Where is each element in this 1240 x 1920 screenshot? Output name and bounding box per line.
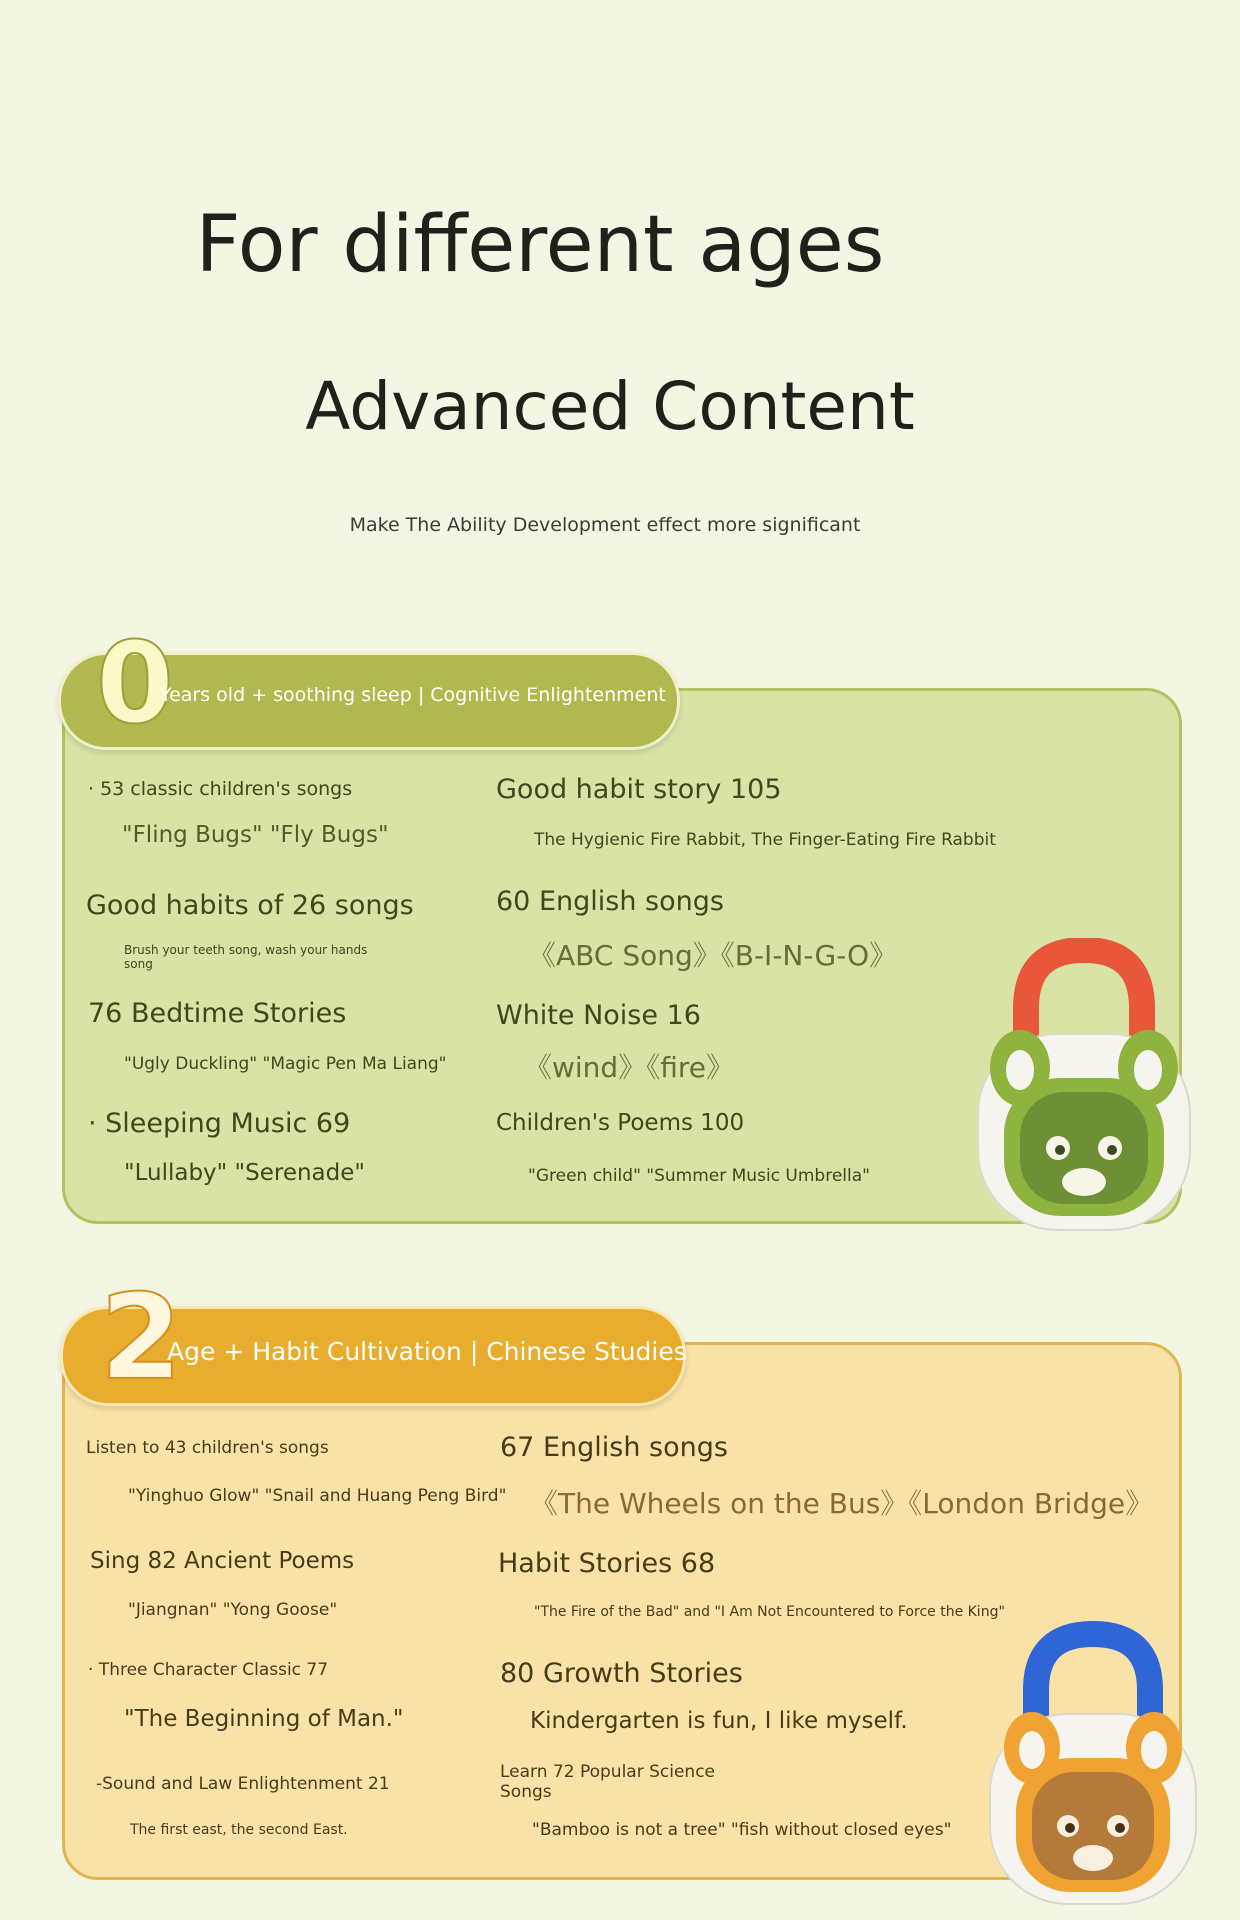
section-2-item-b-heading: Sing 82 Ancient Poems [90,1548,355,1574]
section-2-item-c-heading: · Three Character Classic 77 [88,1660,329,1680]
section-0-age-number: 0 [96,619,174,749]
section-0-item-c-heading: 76 Bedtime Stories [88,998,347,1029]
section-0-header-text: Years old + soothing sleep | Cognitive Enlightenment [160,684,666,706]
section-0-item-f-heading: 60 English songs [496,886,724,917]
section-2-item-a-sub: "Yinghuo Glow" "Snail and Huang Peng Bird" [128,1486,507,1506]
section-0-item-d-sub: "Lullaby" "Serenade" [124,1160,365,1186]
section-0-item-d-heading: · Sleeping Music 69 [88,1108,351,1139]
section-2-age-number: 2 [100,1268,183,1406]
section-2-item-f-sub: "The Fire of the Bad" and "I Am Not Encountered to Force the King" [534,1604,1005,1620]
section-0-item-h-heading: Children's Poems 100 [496,1110,745,1136]
section-0-item-e-sub: The Hygienic Fire Rabbit, The Finger-Eating Fire Rabbit [534,830,996,850]
section-2-item-e-sub: 《The Wheels on the Bus》《London Bridge》 [530,1487,1154,1520]
page-tagline: Make The Ability Development effect more significant [349,514,861,536]
section-2-item-h-heading: Learn 72 Popular Science Songs [500,1762,715,1802]
section-0-item-a-sub: "Fling Bugs" "Fly Bugs" [122,822,389,848]
section-2-item-d-sub: The first east, the second East. [130,1822,348,1838]
section-2-item-d-heading: -Sound and Law Enlightenment 21 [96,1774,390,1794]
section-0-item-h-sub: "Green child" "Summer Music Umbrella" [528,1166,870,1186]
section-2-header-text: Age + Habit Cultivation | Chinese Studies [167,1337,687,1366]
section-2-item-b-sub: "Jiangnan" "Yong Goose" [128,1600,338,1620]
section-0-item-g-sub: 《wind》《fire》 [524,1051,734,1084]
section-0-item-a-heading: · 53 classic children's songs [88,778,353,800]
section-2-item-e-heading: 67 English songs [500,1432,728,1463]
section-0-item-b-heading: Good habits of 26 songs [86,890,414,921]
section-2-item-a-heading: Listen to 43 children's songs [86,1438,329,1458]
section-0-item-e-heading: Good habit story 105 [496,774,782,805]
section-0-item-g-heading: White Noise 16 [496,1000,701,1031]
orange-speaker-device-icon [978,1620,1208,1910]
section-2-item-h-sub: "Bamboo is not a tree" "fish without closed eyes" [532,1820,952,1840]
section-0-item-f-sub: 《ABC Song》《B-I-N-G-O》 [528,939,898,972]
section-2-item-g-sub: Kindergarten is fun, I like myself. [530,1708,908,1734]
page-subtitle: Advanced Content [305,368,915,445]
section-0-item-c-sub: "Ugly Duckling" "Magic Pen Ma Liang" [124,1054,447,1074]
section-0-item-b-sub: Brush your teeth song, wash your hands song [124,943,368,971]
section-2-item-g-heading: 80 Growth Stories [500,1658,743,1689]
section-2-item-c-sub: "The Beginning of Man." [124,1706,404,1732]
green-speaker-device-icon [968,938,1200,1238]
section-2-item-f-heading: Habit Stories 68 [498,1548,716,1579]
page-title: For different ages [195,200,885,290]
